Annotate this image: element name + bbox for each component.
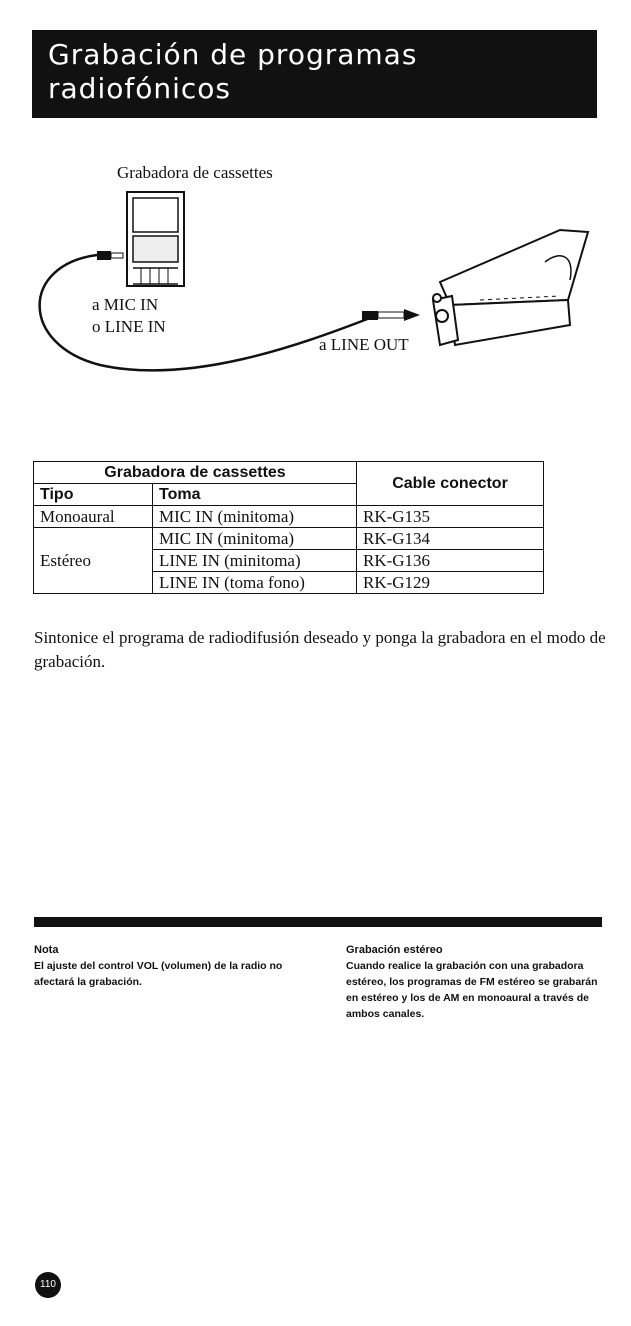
title-banner [32,30,597,118]
line-out-plug-icon [362,309,420,321]
cell-type: Estéreo [34,528,153,594]
cell-cable: RK-G135 [357,506,544,528]
header-type: Tipo [34,484,153,506]
section-divider [34,917,602,927]
cell-cable: RK-G136 [357,550,544,572]
page-title: Grabación de programas radiofónicos [48,38,418,105]
cell-type: Monoaural [34,506,153,528]
note-text: El ajuste del control VOL (volumen) de la radio no afectará la grabación. [34,960,283,988]
header-recorder: Grabadora de cassettes [34,462,357,484]
stereo-note-block [346,942,611,1022]
connection-table [33,461,544,594]
note-block [34,942,294,990]
cassette-recorder-icon [127,192,184,286]
cell-jack: LINE IN (minitoma) [153,550,357,572]
table-row [34,528,544,550]
mic-in-label [92,294,166,338]
cell-jack: LINE IN (toma fono) [153,572,357,594]
connection-diagram [0,190,631,390]
recorder-label: Grabadora de cassettes [117,163,273,182]
mic-plug-icon [97,251,123,260]
table-row [34,506,544,528]
stereo-note-text: Cuando realice la grabación con una grabadora estéreo, los programas de FM estéreo se grabarán en estéreo y los de AM en monoaural a través de ambos canales. [346,960,598,1020]
instruction-text: Sintonice el programa de radiodifusión deseado y ponga la grabadora en el modo de grabación. [34,628,606,671]
mic-in-line-1: a MIC IN [92,295,159,314]
stereo-note-heading: Grabación estéreo [346,944,443,956]
header-cable: Cable conector [357,462,544,506]
cell-jack: MIC IN (minitoma) [153,506,357,528]
line-out-label: a LINE OUT [319,335,409,354]
radio-icon [433,230,588,345]
page-number: 110 [35,1272,61,1298]
note-heading: Nota [34,944,59,956]
cell-cable: RK-G129 [357,572,544,594]
cell-jack: MIC IN (minitoma) [153,528,357,550]
cell-cable: RK-G134 [357,528,544,550]
header-jack: Toma [153,484,357,506]
mic-in-line-2: o LINE IN [92,317,166,336]
